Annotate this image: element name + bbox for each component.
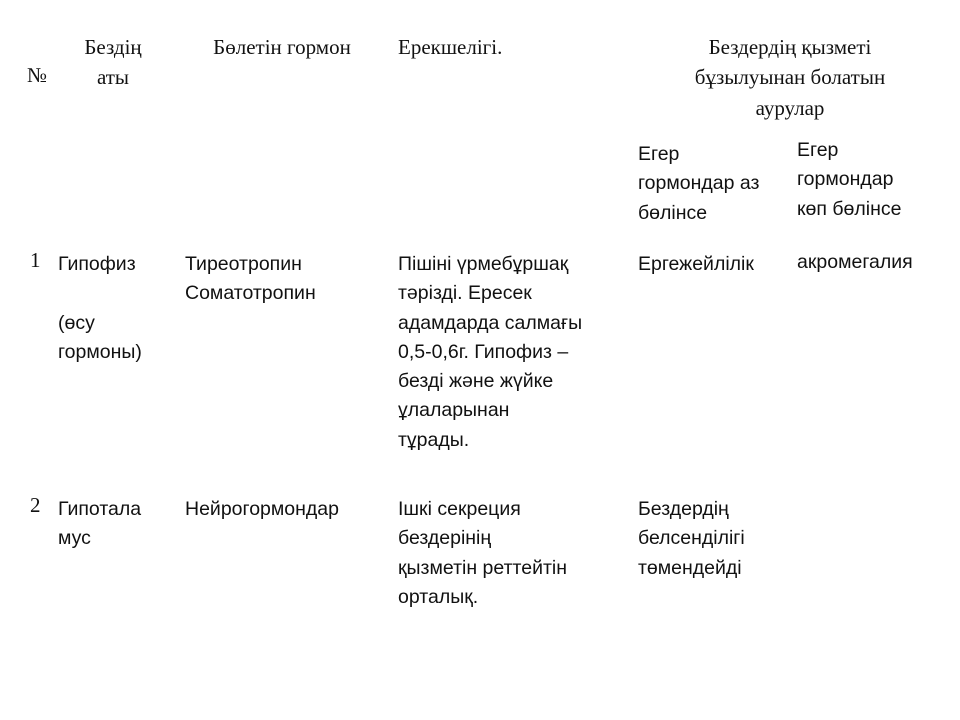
row-2-low: Бездердің белсенділігі төмендейді <box>638 498 745 579</box>
header-low-hormones: Егер гормондар аз бөлінсе <box>638 143 760 224</box>
row-1-low: Ергежейлілік <box>638 253 754 275</box>
row-1-feature: Пішіні үрмебұршақ тәрізді. Ересек адамдарда салмағы 0,5-0,6г. Гипофиз – безді және жүйке ұлаларынан тұрады. <box>398 253 583 451</box>
row-1-gland: Гипофиз (өсу гормоны) <box>58 253 142 363</box>
row-1-hormones: Тиреотропин Соматотропин <box>185 253 316 305</box>
row-2-feature: Ішкі секреция бездерінің қызметін реттейтін орталық. <box>398 498 567 608</box>
row-2-number: 2 <box>30 493 41 517</box>
row-1-high: акромегалия <box>797 251 913 273</box>
header-gland-name: Бездің аты <box>84 35 142 90</box>
row-2-hormones: Нейрогормондар <box>185 498 339 520</box>
row-1-number: 1 <box>30 248 41 272</box>
header-diseases: Бездердің қызметі бұзылуынан болатын аурулар <box>694 35 886 120</box>
header-hormone: Бөлетін гормон <box>213 35 351 59</box>
header-number: № <box>26 63 48 87</box>
header-feature: Ерекшелігі. <box>398 35 503 59</box>
row-2-gland: Гипотала мус <box>58 498 142 550</box>
header-high-hormones: Егер гормондар көп бөлінсе <box>797 139 902 220</box>
